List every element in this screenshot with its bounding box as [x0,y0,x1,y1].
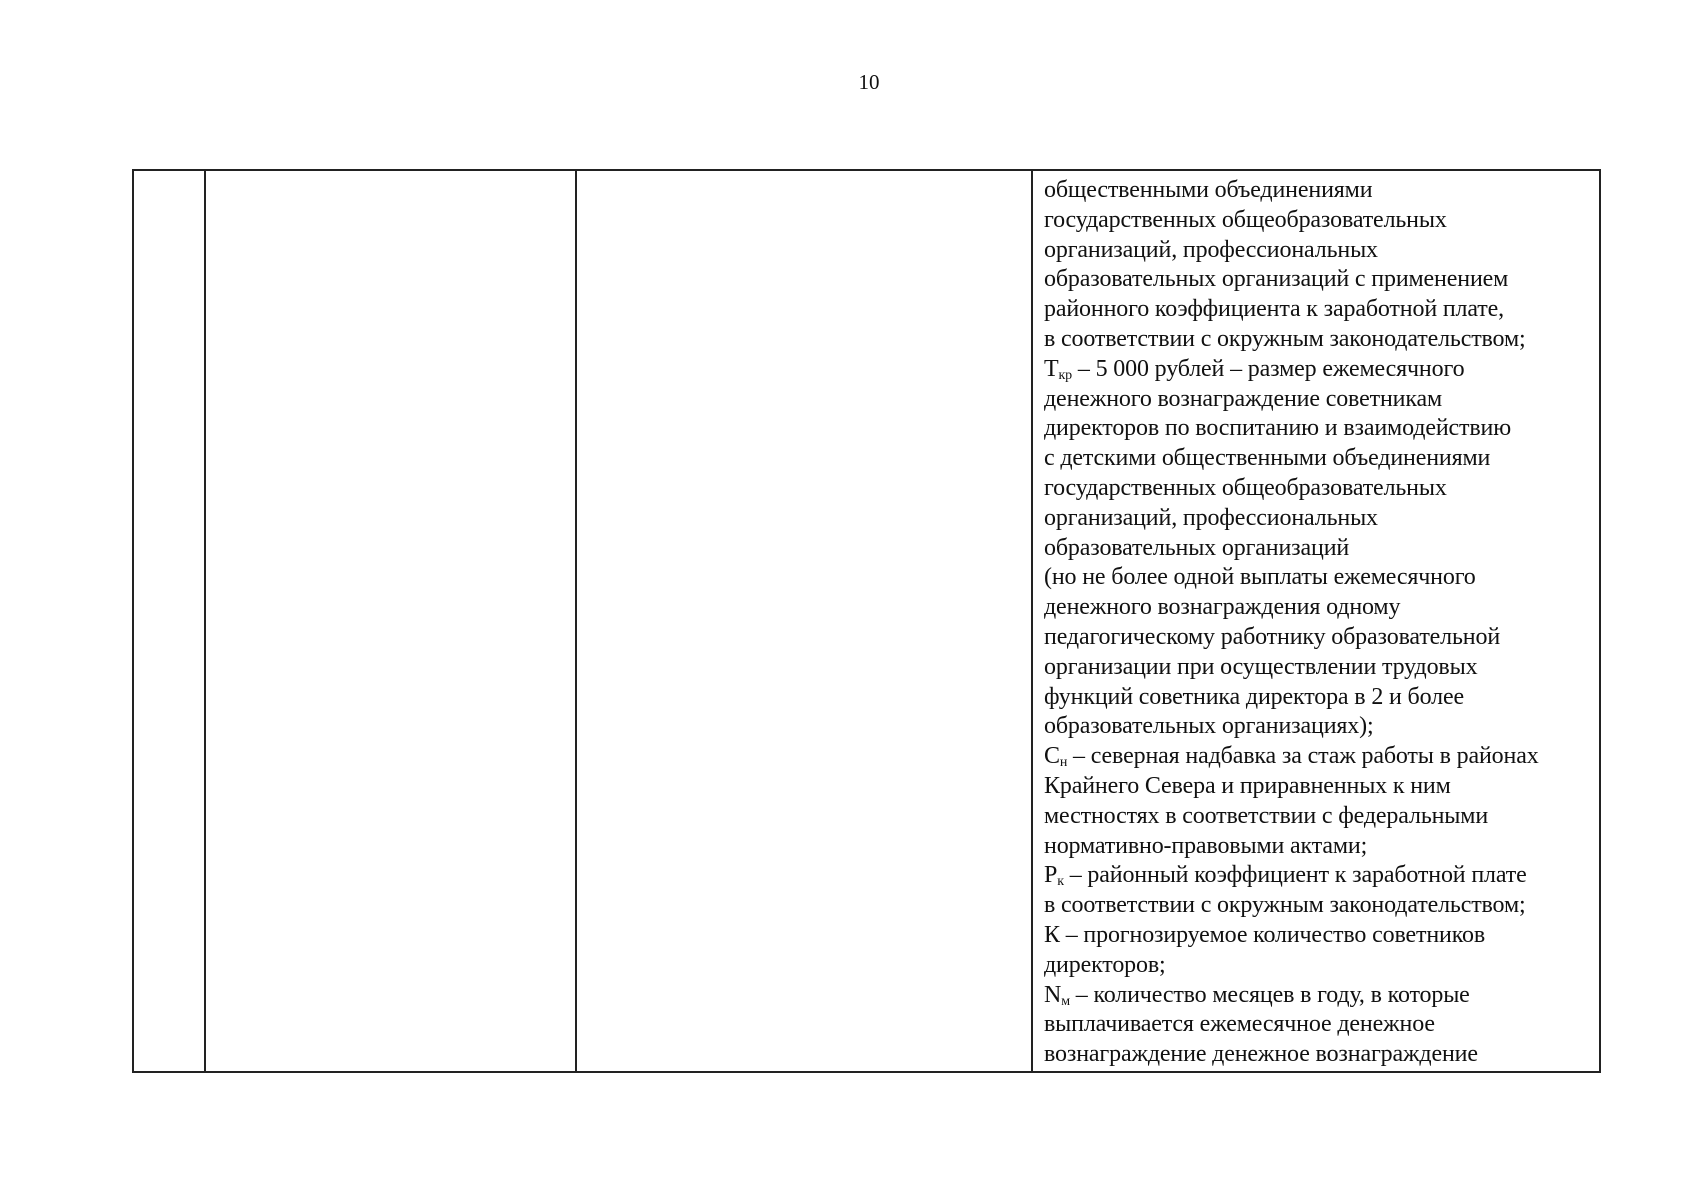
document-table [132,169,1601,1073]
text-line-content: образовательных организаций с применением [1044,266,1509,293]
text-line [1044,623,1596,653]
formula-symbol-subscript: к [1057,874,1064,890]
table-column-divider-1 [204,171,206,1071]
text-line [1044,981,1596,1011]
text-line-content: в соответствии с окружным законодательством; [1044,892,1526,919]
text-line [1044,683,1596,713]
text-line [1044,325,1596,355]
text-line [1044,504,1596,534]
table-column-divider-3 [1031,171,1033,1071]
text-line-content: организации при осуществлении трудовых [1044,653,1478,680]
text-line-content: местностях в соответствии с федеральными [1044,802,1489,829]
text-line-content: государственных общеобразовательных [1044,474,1447,501]
text-line-content: организаций, профессиональных [1044,236,1378,263]
formula-symbol-subscript: кр [1058,367,1073,383]
text-line [1044,265,1596,295]
text-line-content: в соответствии с окружным законодательством; [1044,325,1526,352]
text-line-content: – количество месяцев в году, в которые [1069,981,1470,1008]
formula-symbol: С [1044,743,1060,770]
text-line-content: директоров; [1044,951,1166,978]
text-line-content: вознаграждение денежное вознаграждение [1044,1041,1478,1068]
text-line [1044,921,1596,951]
text-line-content: денежного вознаграждения одному [1044,594,1401,621]
text-line [1044,772,1596,802]
text-line [1044,236,1596,266]
text-line-content: денежного вознаграждение советникам [1044,385,1443,412]
text-line-content: директоров по воспитанию и взаимодействию [1044,415,1512,442]
text-line [1044,951,1596,981]
formula-symbol: Т [1044,355,1059,382]
text-line-content: государственных общеобразовательных [1044,206,1447,233]
text-line-content: – районный коэффициент к заработной плате [1063,862,1527,889]
text-line-content: функций советника директора в 2 и более [1044,683,1464,710]
text-line-content: Крайнего Севера и приравненных к ним [1044,772,1451,799]
formula-symbol-subscript: м [1061,993,1070,1009]
text-line [1044,414,1596,444]
text-line [1044,206,1596,236]
text-line-content: – 5 000 рублей – размер ежемесячного [1072,355,1465,382]
text-line [1044,1040,1596,1070]
text-line [1044,1010,1596,1040]
text-line [1044,712,1596,742]
text-line [1044,176,1596,206]
text-line-content: с детскими общественными объединениями [1044,445,1491,472]
text-line-content: районного коэффициента к заработной плате, [1044,296,1504,323]
text-line [1044,295,1596,325]
page-number: 10 [858,70,880,94]
text-line-content: образовательных организациях); [1044,713,1374,740]
text-line [1044,742,1596,772]
text-line [1044,385,1596,415]
text-line [1044,563,1596,593]
text-line-content: – северная надбавка за стаж работы в районах [1067,743,1539,770]
text-line [1044,861,1596,891]
text-line-content: общественными объединениями [1044,177,1373,203]
table-cell-description [1044,176,1596,1070]
text-line [1044,593,1596,623]
formula-symbol-subscript: н [1059,755,1068,771]
table-column-divider-2 [575,171,577,1071]
text-line-content: К – прогнозируемое количество советников [1044,921,1486,948]
text-line [1044,832,1596,862]
text-line-content: (но не более одной выплаты ежемесячного [1044,564,1476,591]
text-line [1044,891,1596,921]
text-line [1044,534,1596,564]
text-line [1044,802,1596,832]
formula-symbol: Р [1044,862,1058,889]
text-line [1044,355,1596,385]
text-line [1044,474,1596,504]
text-line-content: образовательных организаций [1044,534,1350,561]
text-line [1044,653,1596,683]
formula-symbol: N [1044,981,1062,1008]
text-line [1044,444,1596,474]
text-line-content: нормативно-правовыми актами; [1044,832,1368,859]
text-line-content: выплачивается ежемесячное денежное [1044,1011,1435,1038]
text-line-content: педагогическому работнику образовательной [1044,623,1501,650]
text-line-content: организаций, профессиональных [1044,504,1378,531]
